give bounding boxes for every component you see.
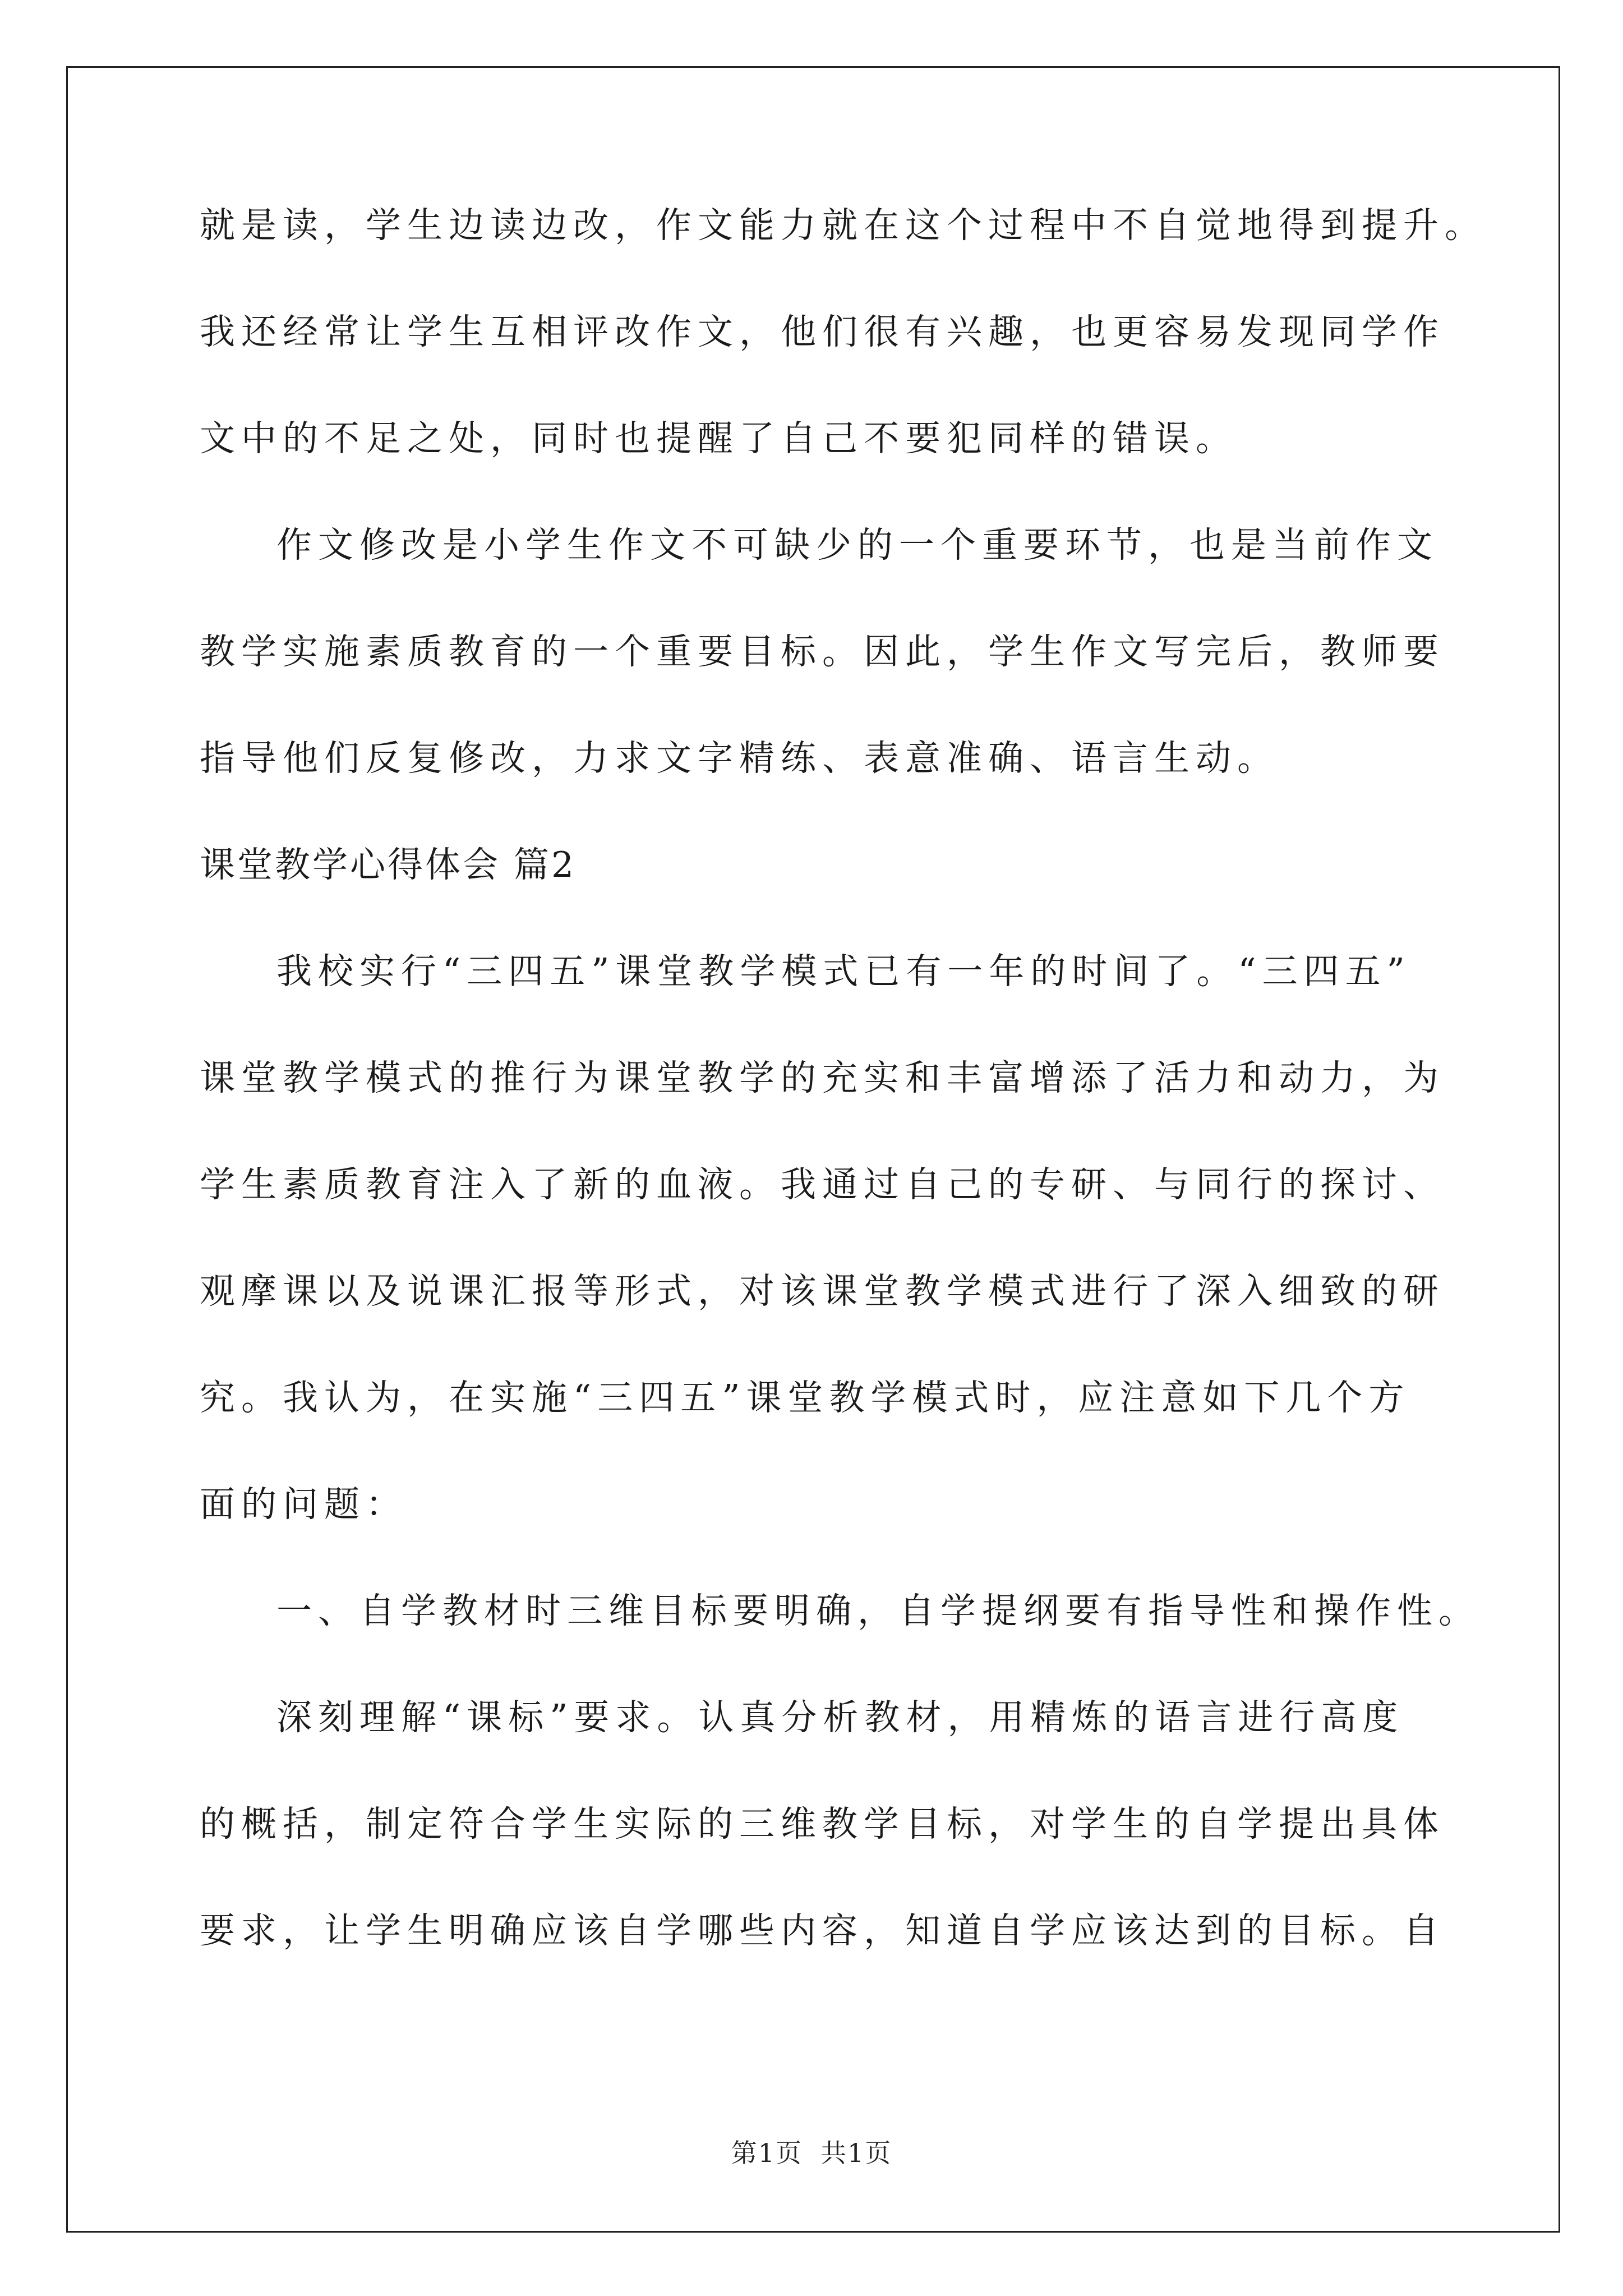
paragraph-line: 课堂教学模式的推行为课堂教学的充实和丰富增添了活力和动力，为 [200,1057,1445,1098]
paragraph-line: 深刻理解“课标”要求。认真分析教材，用精炼的语言进行高度 [276,1697,1404,1738]
paragraph-line: 学生素质教育注入了新的血液。我通过自己的专研、与同行的探讨、 [200,1164,1445,1205]
paragraph-line: 文中的不足之处，同时也提醒了自己不要犯同样的错误。 [200,418,1237,459]
paragraph-line: 我校实行“三四五”课堂教学模式已有一年的时间了。“三四五” [276,951,1411,992]
page-total: 共1页 [820,2138,892,2168]
paragraph-line: 的概括，制定符合学生实际的三维教学目标，对学生的自学提出具体 [200,1803,1445,1844]
section-heading: 课堂教学心得体会 篇2 [200,844,577,885]
page-number: 第1页 [731,2138,803,2168]
paragraph-line: 作文修改是小学生作文不可缺少的一个重要环节，也是当前作文 [276,524,1438,565]
paragraph-line: 教学实施素质教育的一个重要目标。因此，学生作文写完后，教师要 [200,631,1445,672]
paragraph-line: 观摩课以及说课汇报等形式，对该课堂教学模式进行了深入细致的研 [200,1271,1445,1312]
paragraph-line: 我还经常让学生互相评改作文，他们很有兴趣，也更容易发现同学作 [200,311,1445,352]
document-body [200,205,1486,2019]
page-footer [0,2140,1623,2166]
paragraph-line: 一、自学教材时三维目标要明确，自学提纲要有指导性和操作性。 [276,1590,1480,1631]
paragraph-line: 究。我认为，在实施“三四五”课堂教学模式时，应注意如下几个方 [200,1377,1410,1418]
paragraph-line: 要求，让学生明确应该自学哪些内容，知道自学应该达到的目标。自 [200,1910,1445,1951]
paragraph-line: 指导他们反复修改，力求文字精练、表意准确、语言生动。 [200,738,1279,779]
paragraph-line: 面的问题： [200,1484,407,1525]
paragraph-line: 就是读，学生边读边改，作文能力就在这个过程中不自觉地得到提升。 [200,205,1486,246]
